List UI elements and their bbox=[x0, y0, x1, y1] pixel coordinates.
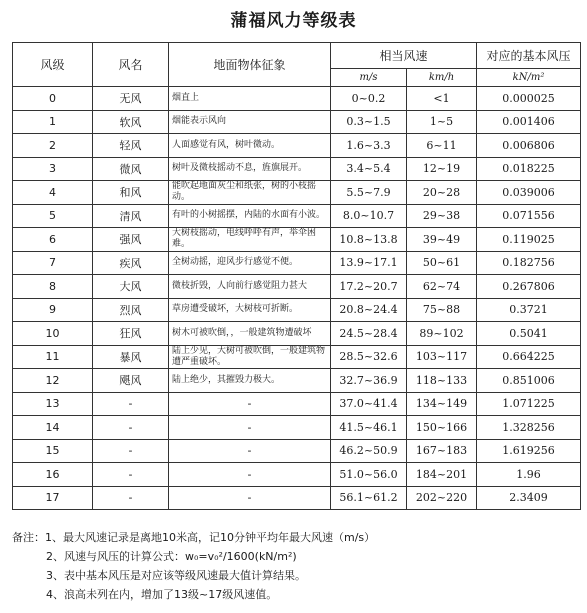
cell-speed-kmh: 103~117 bbox=[407, 345, 477, 369]
cell-description: 人面感觉有风，树叶微动。 bbox=[169, 134, 331, 158]
cell-speed-ms: 13.9~17.1 bbox=[331, 251, 407, 275]
table-title: 蒲福风力等级表 bbox=[230, 11, 357, 31]
cell-name: 软风 bbox=[93, 110, 169, 134]
cell-level: 6 bbox=[13, 228, 93, 252]
cell-level: 2 bbox=[13, 134, 93, 158]
table-row bbox=[13, 369, 581, 393]
cell-level: 5 bbox=[13, 204, 93, 228]
cell-speed-ms: 1.6~3.3 bbox=[331, 134, 407, 158]
note-1: 备注：1、最大风速记录是离地10米高，记10分钟平均年最大风速（m/s） bbox=[12, 531, 376, 544]
cell-speed-kmh: 89~102 bbox=[407, 322, 477, 346]
cell-pressure: 0.119025 bbox=[477, 228, 581, 252]
cell-description: 烟能表示风向 bbox=[169, 110, 331, 134]
cell-pressure: 0.039006 bbox=[477, 181, 581, 205]
cell-speed-kmh: 184~201 bbox=[407, 463, 477, 487]
cell-pressure: 0.664225 bbox=[477, 345, 581, 369]
cell-speed-kmh: 6~11 bbox=[407, 134, 477, 158]
cell-pressure: 1.96 bbox=[477, 463, 581, 487]
cell-level: 12 bbox=[13, 369, 93, 393]
cell-pressure: 0.000025 bbox=[477, 87, 581, 111]
cell-name: 烈风 bbox=[93, 298, 169, 322]
cell-speed-kmh: 1~5 bbox=[407, 110, 477, 134]
cell-name: - bbox=[93, 416, 169, 440]
cell-speed-ms: 46.2~50.9 bbox=[331, 439, 407, 463]
cell-description: 陆上少见，大树可被吹倒，一般建筑物遭严重破坏。 bbox=[169, 345, 331, 369]
cell-speed-kmh: 39~49 bbox=[407, 228, 477, 252]
cell-speed-kmh: 202~220 bbox=[407, 486, 477, 510]
cell-speed-kmh: 75~88 bbox=[407, 298, 477, 322]
header-phenomena: 地面物体征象 bbox=[169, 43, 331, 87]
cell-description: - bbox=[169, 463, 331, 487]
cell-speed-kmh: 50~61 bbox=[407, 251, 477, 275]
cell-speed-ms: 0.3~1.5 bbox=[331, 110, 407, 134]
cell-name: 清风 bbox=[93, 204, 169, 228]
cell-name: 强风 bbox=[93, 228, 169, 252]
table-row bbox=[13, 228, 581, 252]
header-speed: 相当风速 bbox=[331, 43, 477, 69]
cell-level: 4 bbox=[13, 181, 93, 205]
cell-speed-ms: 0~0.2 bbox=[331, 87, 407, 111]
note-4: 4、浪高未列在内，增加了13级~17级风速值。 bbox=[46, 588, 278, 601]
cell-pressure: 0.006806 bbox=[477, 134, 581, 158]
cell-name: - bbox=[93, 463, 169, 487]
table-row bbox=[13, 275, 581, 299]
note-3: 3、表中基本风压是对应该等级风速最大值计算结果。 bbox=[46, 569, 306, 582]
cell-speed-kmh: 118~133 bbox=[407, 369, 477, 393]
cell-description: 树木可被吹倒，，一般建筑物遭破坏 bbox=[169, 322, 331, 346]
cell-speed-kmh: 20~28 bbox=[407, 181, 477, 205]
cell-speed-kmh: 167~183 bbox=[407, 439, 477, 463]
cell-description: 有叶的小树摇摆，内陆的水面有小波。 bbox=[169, 204, 331, 228]
cell-speed-ms: 3.4~5.4 bbox=[331, 157, 407, 181]
cell-name: 大风 bbox=[93, 275, 169, 299]
cell-speed-kmh: 134~149 bbox=[407, 392, 477, 416]
cell-speed-ms: 28.5~32.6 bbox=[331, 345, 407, 369]
cell-speed-ms: 56.1~61.2 bbox=[331, 486, 407, 510]
cell-level: 3 bbox=[13, 157, 93, 181]
cell-description: 陆上绝少，其摧毁力极大。 bbox=[169, 369, 331, 393]
cell-speed-kmh: 62~74 bbox=[407, 275, 477, 299]
cell-description: - bbox=[169, 486, 331, 510]
cell-pressure: 2.3409 bbox=[477, 486, 581, 510]
cell-pressure: 0.267806 bbox=[477, 275, 581, 299]
cell-pressure: 1.619256 bbox=[477, 439, 581, 463]
header-unit-ms: m/s bbox=[331, 69, 407, 87]
table-body bbox=[13, 87, 581, 510]
cell-level: 11 bbox=[13, 345, 93, 369]
cell-name: 轻风 bbox=[93, 134, 169, 158]
cell-pressure: 0.851006 bbox=[477, 369, 581, 393]
header-pressure: 对应的基本风压 bbox=[477, 43, 581, 69]
cell-name: 和风 bbox=[93, 181, 169, 205]
cell-name: 无风 bbox=[93, 87, 169, 111]
cell-level: 1 bbox=[13, 110, 93, 134]
cell-level: 0 bbox=[13, 87, 93, 111]
table-row bbox=[13, 439, 581, 463]
table-row bbox=[13, 251, 581, 275]
cell-description: 大树枝摇动，电线呼呼有声，举伞困难。 bbox=[169, 228, 331, 252]
table-row bbox=[13, 181, 581, 205]
cell-pressure: 1.328256 bbox=[477, 416, 581, 440]
cell-speed-ms: 37.0~41.4 bbox=[331, 392, 407, 416]
cell-speed-ms: 32.7~36.9 bbox=[331, 369, 407, 393]
cell-name: 暴风 bbox=[93, 345, 169, 369]
cell-description: - bbox=[169, 439, 331, 463]
cell-pressure: 0.5041 bbox=[477, 322, 581, 346]
cell-speed-ms: 8.0~10.7 bbox=[331, 204, 407, 228]
cell-name: - bbox=[93, 486, 169, 510]
cell-speed-ms: 24.5~28.4 bbox=[331, 322, 407, 346]
cell-pressure: 0.3721 bbox=[477, 298, 581, 322]
cell-level: 15 bbox=[13, 439, 93, 463]
cell-description: 全树动摇，迎风步行感觉不便。 bbox=[169, 251, 331, 275]
cell-speed-ms: 41.5~46.1 bbox=[331, 416, 407, 440]
table-row bbox=[13, 486, 581, 510]
cell-description: 微枝折毁，人向前行感觉阻力甚大 bbox=[169, 275, 331, 299]
cell-speed-ms: 17.2~20.7 bbox=[331, 275, 407, 299]
header-unit-kn: kN/m² bbox=[477, 69, 581, 87]
cell-level: 7 bbox=[13, 251, 93, 275]
table-row bbox=[13, 463, 581, 487]
cell-speed-ms: 20.8~24.4 bbox=[331, 298, 407, 322]
cell-name: - bbox=[93, 439, 169, 463]
cell-speed-ms: 51.0~56.0 bbox=[331, 463, 407, 487]
table-row bbox=[13, 134, 581, 158]
cell-speed-ms: 10.8~13.8 bbox=[331, 228, 407, 252]
cell-name: 狂风 bbox=[93, 322, 169, 346]
cell-pressure: 0.018225 bbox=[477, 157, 581, 181]
table-row bbox=[13, 345, 581, 369]
cell-level: 14 bbox=[13, 416, 93, 440]
table-row bbox=[13, 157, 581, 181]
note-2: 2、风速与风压的计算公式：w₀=v₀²/1600(kN/m²) bbox=[46, 550, 297, 563]
cell-speed-kmh: 29~38 bbox=[407, 204, 477, 228]
table-row bbox=[13, 204, 581, 228]
cell-level: 9 bbox=[13, 298, 93, 322]
cell-level: 10 bbox=[13, 322, 93, 346]
table-row bbox=[13, 110, 581, 134]
cell-description: 草房遭受破坏，大树枝可折断。 bbox=[169, 298, 331, 322]
cell-speed-kmh: 150~166 bbox=[407, 416, 477, 440]
cell-name: 微风 bbox=[93, 157, 169, 181]
cell-pressure: 0.182756 bbox=[477, 251, 581, 275]
wind-scale-table bbox=[12, 42, 581, 510]
header-level: 风级 bbox=[13, 43, 93, 87]
table-row bbox=[13, 322, 581, 346]
table-row bbox=[13, 87, 581, 111]
cell-speed-kmh: <1 bbox=[407, 87, 477, 111]
cell-description: 烟直上 bbox=[169, 87, 331, 111]
cell-name: 飓风 bbox=[93, 369, 169, 393]
cell-description: 能吹起地面灰尘和纸张，树的小枝摇动。 bbox=[169, 181, 331, 205]
cell-description: 树叶及微枝摇动不息，旌旗展开。 bbox=[169, 157, 331, 181]
cell-level: 13 bbox=[13, 392, 93, 416]
cell-level: 17 bbox=[13, 486, 93, 510]
table-row bbox=[13, 298, 581, 322]
header-unit-kmh: km/h bbox=[407, 69, 477, 87]
cell-description: - bbox=[169, 416, 331, 440]
cell-pressure: 1.071225 bbox=[477, 392, 581, 416]
cell-name: 疾风 bbox=[93, 251, 169, 275]
cell-pressure: 0.071556 bbox=[477, 204, 581, 228]
cell-level: 8 bbox=[13, 275, 93, 299]
header-name: 风名 bbox=[93, 43, 169, 87]
cell-speed-kmh: 12~19 bbox=[407, 157, 477, 181]
cell-name: - bbox=[93, 392, 169, 416]
cell-level: 16 bbox=[13, 463, 93, 487]
cell-pressure: 0.001406 bbox=[477, 110, 581, 134]
table-row bbox=[13, 392, 581, 416]
table-row bbox=[13, 416, 581, 440]
notes-block bbox=[12, 528, 582, 604]
cell-description: - bbox=[169, 392, 331, 416]
cell-speed-ms: 5.5~7.9 bbox=[331, 181, 407, 205]
